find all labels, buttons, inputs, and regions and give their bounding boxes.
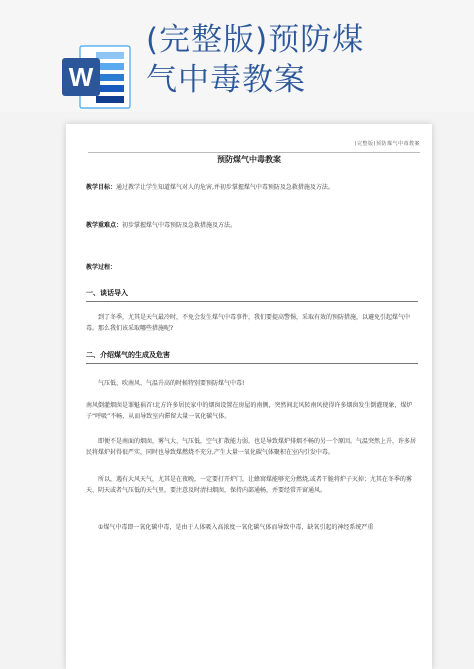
- keypoint-text: 初步掌握煤气中毒预防及急救措施及方法。: [122, 222, 237, 229]
- banner-title: [146, 20, 466, 100]
- objective-text: 通过教学让学生知道煤气对人的危害,并初步掌握煤气中毒预防及急救措施及方法。: [116, 184, 334, 191]
- banner-title-line2: 气中毒教案: [146, 62, 306, 98]
- section2-paragraph-3: 即便不是南面的烟囱，雾气大、气压低，空气扩散能力弱，也是导致煤炉排烟不畅的另一个原因。气温突然上升，许多居民将煤炉封得很严实，同时也导致煤燃烧不充分,产生大量一氧化碳气体聚积在室内引发中毒。: [86, 438, 417, 456]
- section1-text: 到了冬季，尤其是天气最冷时，不免会发生煤气中毒事件，我们要提高警惕，采取有效的预防措施，以避免引起煤气中毒。那么我们该采取哪些措施呢?: [86, 314, 411, 332]
- section2-heading: 二、介绍煤气的生成及危害: [86, 351, 170, 359]
- keypoint-label: 教学重难点：: [86, 222, 123, 229]
- header-divider: [88, 152, 420, 153]
- document-title: 预防煤气中毒教案: [217, 155, 281, 164]
- page-fade: [66, 635, 432, 669]
- section2-paragraph-2: 南风倒灌烟囱是罪魁祸首!北方许多居民家中的烟囱设置在房屋的南侧，突然间北风转南风使得许多烟囱发生倒灌现象，煤炉子“呼吸”不畅，从而导致室内滞留大量一氧化碳气体。: [86, 402, 413, 420]
- banner: [0, 0, 474, 112]
- section2-divider: [86, 363, 418, 364]
- page-header-note: (完整版)预防煤气中毒教案: [354, 141, 420, 147]
- process-paragraph: [86, 262, 418, 273]
- objective-paragraph: [86, 182, 418, 193]
- section1-heading: 一、谈话导入: [86, 289, 128, 297]
- section2-paragraph-1: 气压低、吹南风、气温升高的时候特别要预防煤气中毒!: [98, 380, 245, 387]
- section2-paragraph-4: 所以，遇有大风天气，尤其是在夜晚，一定要打开炉门，让蜂窝煤能够充分燃烧,或者干脆将炉子灭掉；尤其在冬季的雾天、阴天或者气压低的天气里，要注意及时清扫烟囱，保持内部通畅，并要经常开窗通风。: [86, 476, 412, 494]
- word-logo-letter: W: [68, 62, 94, 92]
- section1-divider: [86, 301, 418, 302]
- banner-title-line1: (完整版)预防煤: [146, 22, 365, 58]
- word-logo-icon: [62, 44, 132, 110]
- keypoint-paragraph: [86, 220, 418, 231]
- objective-label: 教学目标：: [86, 184, 117, 191]
- document-page: [66, 124, 432, 669]
- process-label: 教学过程：: [86, 264, 117, 271]
- section2-paragraph-5: ①煤气中毒即一氧化碳中毒，是由于人体吸入高浓度一氧化碳气体而导致中毒，缺氧引起的神经系统严重: [98, 524, 374, 531]
